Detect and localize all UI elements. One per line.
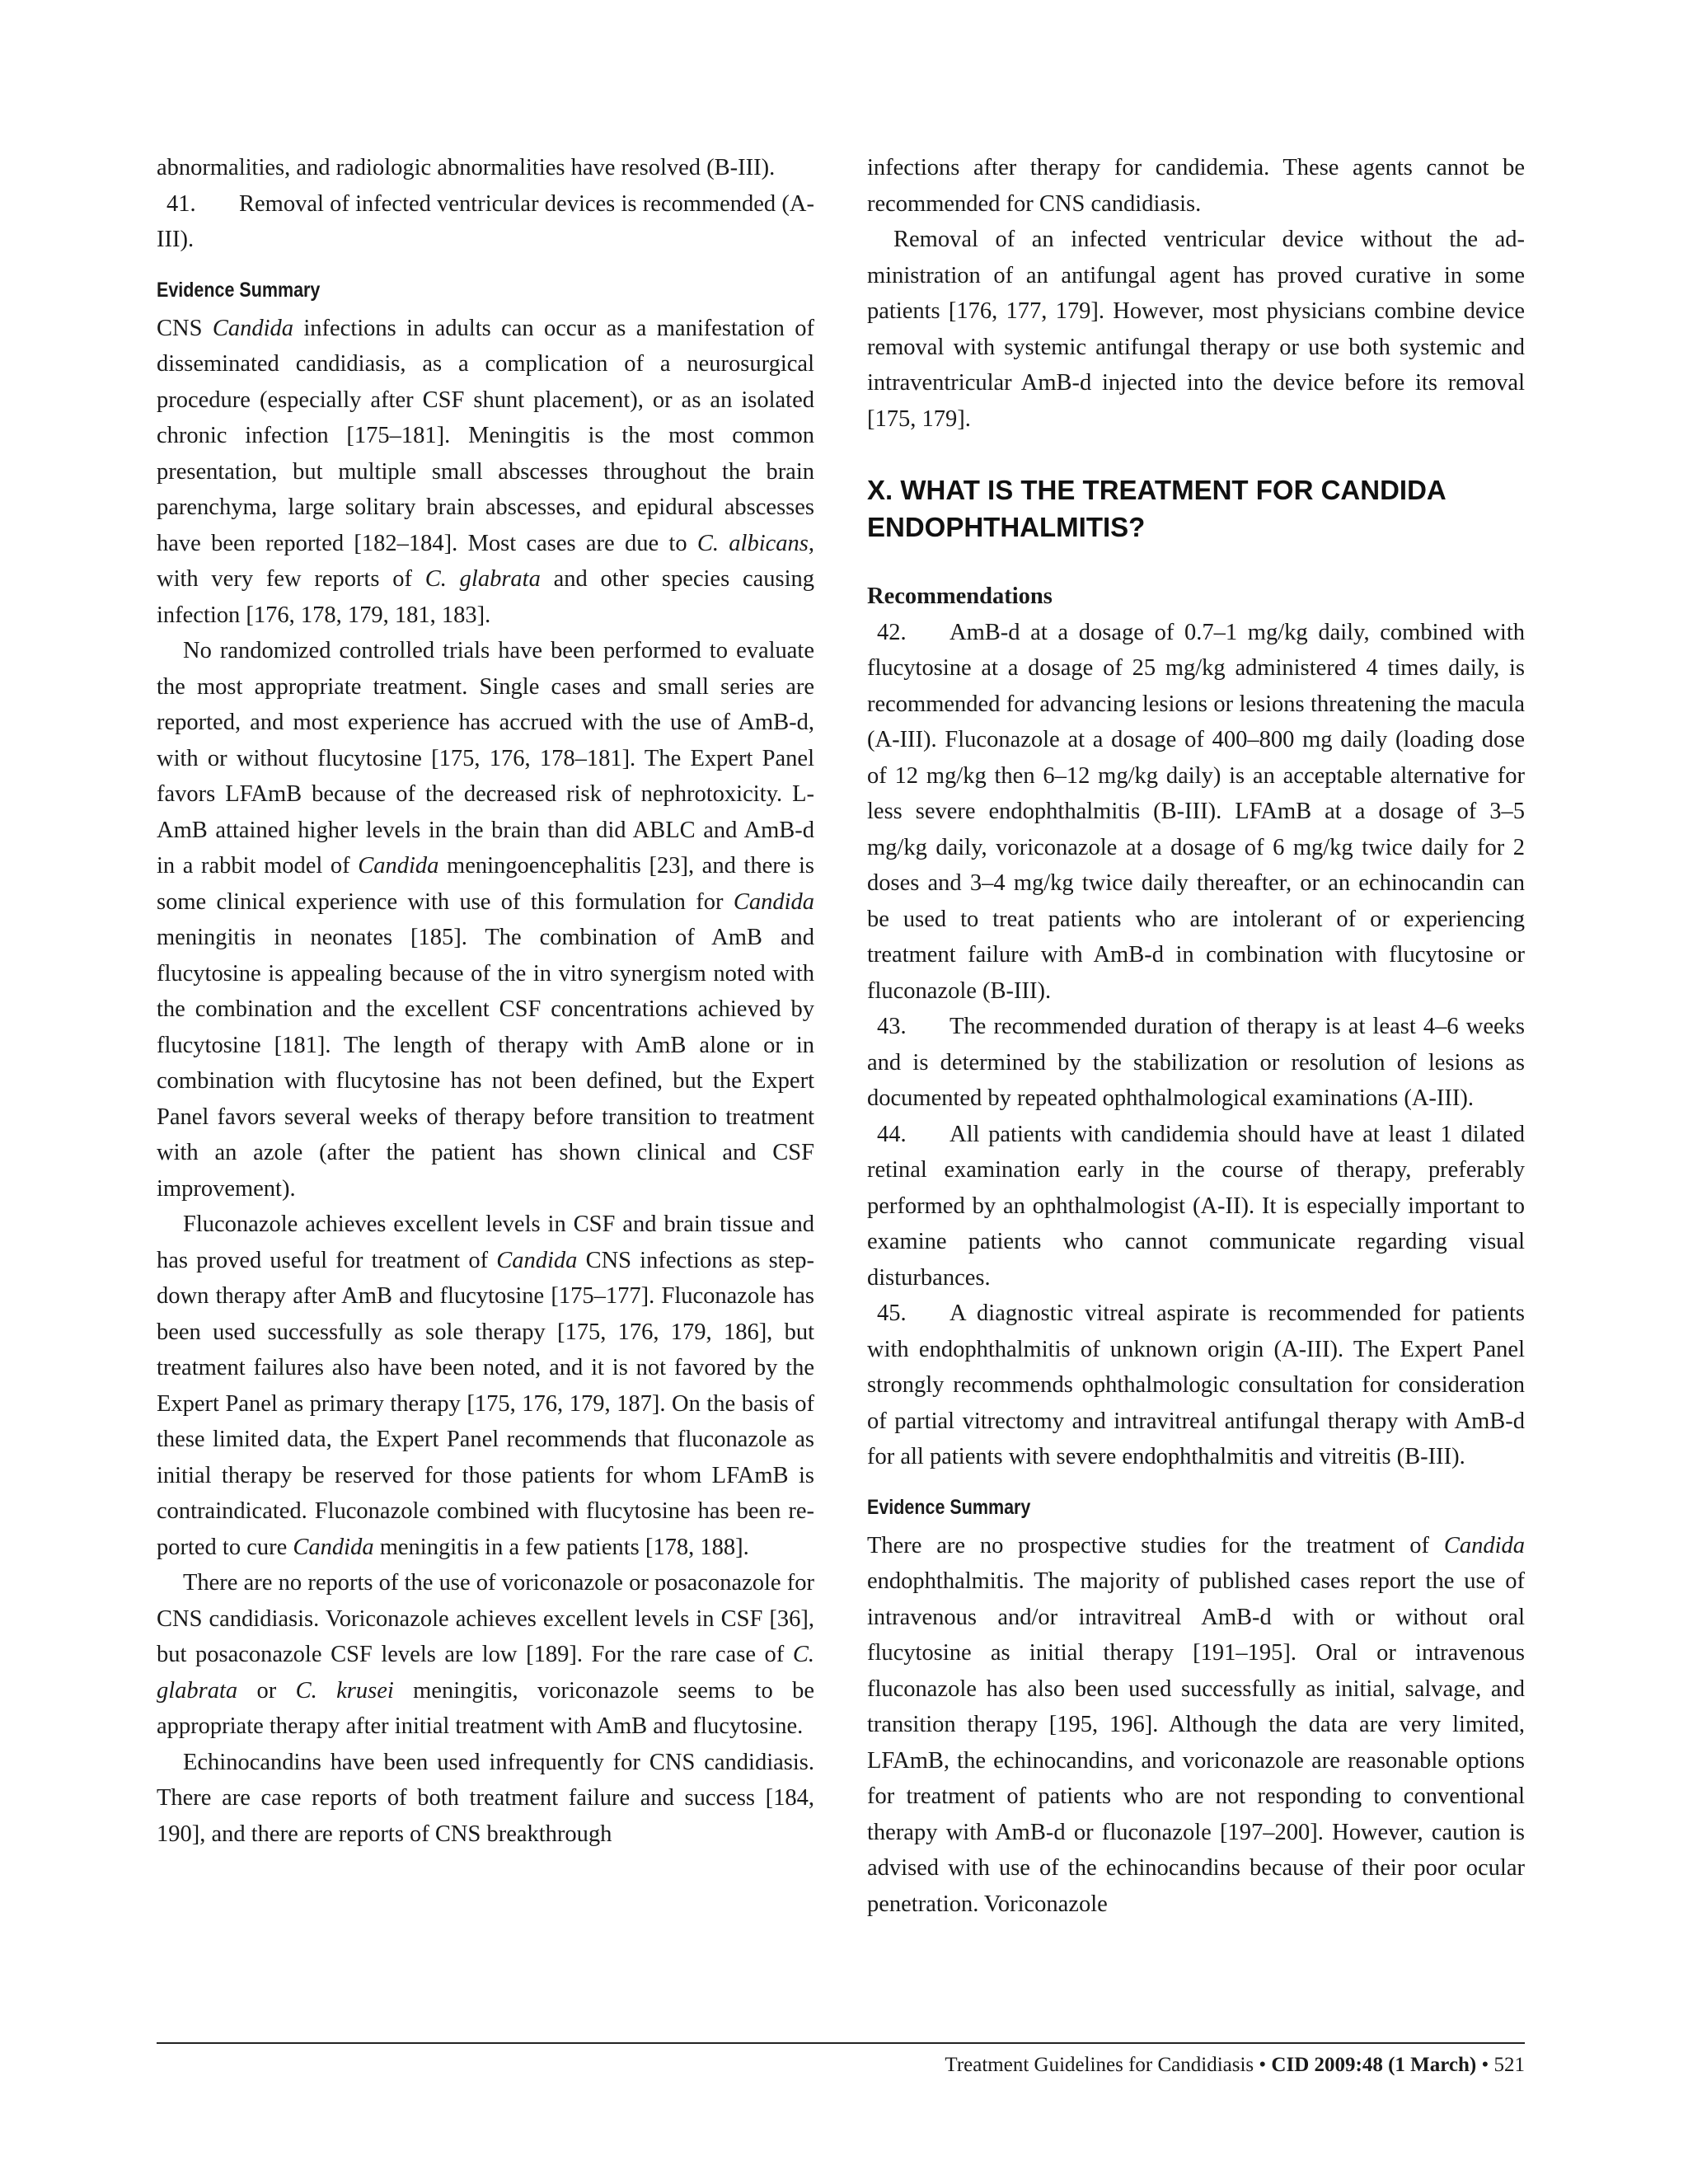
paragraph-voriconazole: There are no reports of the use of voriconazole or posaconazole for CNS candidiasis. Voriconazole achieves excellent levels in CSF [36], but posaconazole CSF levels are low [189]. For the rare case of C. glabrata or C. krusei meningitis, voriconazole seems to be appropriate therapy after initial treatment with AmB and flucytosine. [157, 1570, 814, 1739]
carry-over-text: infections after therapy for candidemia. These agents cannot be recommended for CNS candidiasis. [867, 155, 1525, 217]
paragraph-fluconazole: Fluconazole achieves excellent levels in CSF and brain tissue and has proved useful for treatment of Candida CNS infections as step-down therapy after AmB and flucytosine [175–177]. Fluconazole has been used successfully as sole therapy [175, 176, 179, 186], but treatment failures also have been noted, and it is not favored by the Expert Panel as primary therapy [175, 176, 179, 187]. On the basis of these limited data, the Expert Panel recommends that fluconazole as initial therapy be reserved for those patients for whom LFAmB is contraindicated. Fluconazole combined with flucytosine has been reported to cure Candida meningitis in a few patients [178, 188]. [157, 1212, 814, 1560]
recommendation-44 [867, 1117, 1525, 1296]
recommendation-text: A diagnostic vitreal aspirate is recommended for patients with endophthalmitis of unknown origin (A-III). The Expert Panel strongly recommends ophthalmologic consultation for consideration of partial vitrectomy and intravitreal antifungal therapy with AmB-d for all patients with severe endophthalmitis and vitreitis (B-III). [867, 1301, 1525, 1469]
recommendation-43 [867, 1009, 1525, 1117]
left-column [157, 150, 814, 1852]
recommendation-41 [157, 186, 814, 258]
evidence-summary-heading: Evidence Summary [157, 278, 321, 302]
recommendation-number: 43. [877, 1014, 907, 1039]
right-column [867, 150, 1525, 1922]
paragraph-echinocandins: Echinocandins have been used infrequently for CNS candidiasis. There are case reports of both treatment failure and success [184, 190], and there are reports of CNS breakthrough [157, 1749, 814, 1847]
recommendation-45 [867, 1296, 1525, 1475]
recommendation-number: 44. [877, 1121, 907, 1147]
section-title: X. WHAT IS THE TREATMENT FOR CANDIDA ENDOPHTHALMITIS? [867, 475, 1446, 542]
footer-rule [157, 2042, 1525, 2044]
paragraph-randomized-trials: No randomized controlled trials have been performed to evaluate the most appropriate treatment. Single cases and small series are reported, and most experience has accrued with the use of AmB-d, with or without flucytosine [175, 176, 178–181]. The Expert Panel favors LFAmB because of the decreased risk of nephrotoxicity. L-AmB attained higher levels in the brain than did ABLC and AmB-d in a rabbit model of Candida meningoencephalitis [23], and there is some clinical experience with use of this formulation for Candida meningitis in neonates [185]. The combination of AmB and flucytosine is appealing because of the in vitro synergism noted with the combination and the excellent CSF concentrations achieved by flucytosine [181]. The length of therapy with AmB alone or in combination with flucytosine has not been defined, but the Expert Panel favors several weeks of therapy before transition to treatment with an azole (after the patient has shown clinical and CSF improvement). [157, 638, 814, 1202]
recommendation-number: 41. [166, 190, 196, 217]
recommendation-text: AmB-d at a dosage of 0.7–1 mg/kg daily, combined with flucytosine at a dosage of 25 mg/kg administered 4 times daily, is recommended for advancing lesions or lesions threatening the macula (A-III). Fluconazole at a dosage of 400–800 mg daily (loading dose of 12 mg/kg then 6–12 mg/kg daily) is an acceptable alternative for less severe endophthalmitis (B-III). LFAmB at a dosage of 3–5 mg/kg daily, voriconazole at a dosage of 6 mg/kg twice daily for 2 doses and 3–4 mg/kg twice daily thereafter, or an echinocandin can be used to treat patients who are intolerant of or experiencing treatment failure with AmB-d in combination with flucytosine or fluconazole (B-III). [867, 619, 1525, 1004]
recommendation-text: The recommended duration of therapy is at least 4–6 weeks and is determined by the stabilization or resolution of lesions as documented by repeated ophthalmological examinations (A-III). [867, 1014, 1525, 1111]
recommendation-text: All patients with candidemia should have at least 1 dilated retinal examination early in the course of therapy, preferably performed by an ophthalmologist (A-II). It is especially important to examine patients who cannot communicate regarding visual disturbances. [867, 1121, 1525, 1291]
running-title: Treatment Guidelines for Candidiasis [945, 2054, 1254, 2076]
page-number: 521 [1493, 2054, 1525, 2076]
recommendation-42 [867, 615, 1525, 1010]
recommendation-number: 42. [877, 619, 907, 645]
page-footer [945, 2050, 1525, 2080]
evidence-summary-heading: Evidence Summary [867, 1495, 1031, 1519]
paragraph-cns-candida: CNS Candida infections in adults can occur as a manifestation of disseminated candidiasis, as a complication of a neurosurgical procedure (especially after CSF shunt placement), or as an isolated chronic infection [175–181]. Meningitis is the most common presentation, but multiple small abscesses throughout the brain parenchyma, large solitary brain abscesses, and epidural abscesses have been reported [182–184]. Most cases are due to C. albicans, with very few reports of C. glabrata and other species causing infection [176, 178, 179, 181, 183]. [157, 315, 815, 628]
paragraph-device-removal: Removal of an infected ventricular device without the administration of an antifungal agent has proved curative in some patients [176, 177, 179]. However, most physicians combine device removal with systemic antifungal therapy or use both systemic and intraventricular AmB-d injected into the device before its removal [175, 179]. [867, 227, 1525, 432]
recommendations-heading: Recommendations [867, 583, 1053, 609]
recommendation-number: 45. [877, 1301, 907, 1326]
recommendation-text: Removal of infected ventricular devices is recommended (A-III). [157, 190, 814, 252]
carry-over-text: abnormalities, and radiologic abnormalities have resolved (B-III). [157, 155, 776, 180]
footer-separator: • [1254, 2054, 1272, 2076]
paragraph-endophthalmitis-evidence: There are no prospective studies for the treatment of Candida endophthalmitis. The majority of published cases report the use of intravenous and/or intravitreal AmB-d with or without oral flucytosine as initial therapy [191–195]. Oral or intravenous fluconazole has also been used successfully as initial, salvage, and transition therapy [195, 196]. Although the data are very limited, LFAmB, the echinocandins, and voriconazole are reasonable options for treatment of patients who are not responding to conventional therapy with AmB-d or fluconazole [197–200]. However, caution is advised with use of the echinocandins because of their poor ocular penetration. Voriconazole [867, 1532, 1525, 1917]
footer-separator: • [1476, 2054, 1494, 2076]
journal-citation: CID 2009:48 (1 March) [1271, 2054, 1477, 2076]
